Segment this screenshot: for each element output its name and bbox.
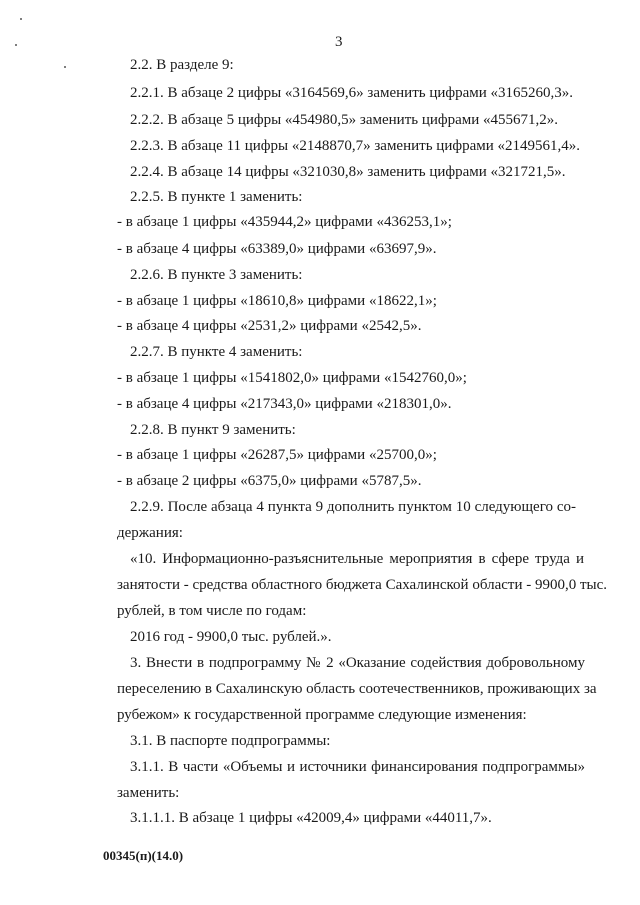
paragraph-line: 2.2.2. В абзаце 5 цифры «454980,5» заменить цифрами «455671,2». <box>130 112 559 128</box>
document-code: 00345(п)(14.0) <box>103 848 184 863</box>
paragraph-line: 3.1. В паспорте подпрограммы: <box>130 733 331 749</box>
paragraph-line: - в абзаце 1 цифры «18610,8» цифрами «18622,1»; <box>117 293 437 309</box>
paragraph-line: - в абзаце 1 цифры «435944,2» цифрами «436253,1»; <box>117 214 452 230</box>
paragraph-line: - в абзаце 1 цифры «26287,5» цифрами «25700,0»; <box>117 447 437 463</box>
paragraph-line: занятости - средства областного бюджета Сахалинской области - 9900,0 тыс. <box>117 577 608 593</box>
paragraph-line: 2.2.7. В пункте 4 заменить: <box>130 344 303 360</box>
paragraph-line: 3.1.1.1. В абзаце 1 цифры «42009,4» цифрами «44011,7». <box>130 810 492 826</box>
paragraph-line: держания: <box>117 525 183 541</box>
paragraph-line: 3.1.1. В части «Объемы и источники финансирования подпрограммы» <box>130 759 585 775</box>
paragraph-line: - в абзаце 4 цифры «63389,0» цифрами «63697,9». <box>117 241 437 257</box>
paragraph-line: 2016 год - 9900,0 тыс. рублей.». <box>130 629 332 645</box>
paragraph-line: 2.2.4. В абзаце 14 цифры «321030,8» заменить цифрами «321721,5». <box>130 164 566 180</box>
paragraph-line: - в абзаце 1 цифры «1541802,0» цифрами «1542760,0»; <box>117 370 467 386</box>
paragraph-line: «10. Информационно-разъяснительные мероприятия в сфере труда и <box>130 551 584 567</box>
paragraph-line: переселению в Сахалинскую область соотечественников, проживающих за <box>117 681 597 697</box>
paragraph-line: 2.2.3. В абзаце 11 цифры «2148870,7» заменить цифрами «2149561,4». <box>130 138 580 154</box>
scan-speck <box>20 18 22 20</box>
page-number: 3 <box>335 34 343 50</box>
paragraph-line: - в абзаце 4 цифры «217343,0» цифрами «218301,0». <box>117 396 452 412</box>
scan-speck <box>64 66 66 68</box>
paragraph-line: - в абзаце 4 цифры «2531,2» цифрами «2542,5». <box>117 318 422 334</box>
paragraph-line: 2.2.6. В пункте 3 заменить: <box>130 267 303 283</box>
paragraph-line: 2.2.9. После абзаца 4 пункта 9 дополнить пунктом 10 следующего со- <box>130 499 576 515</box>
paragraph-line: заменить: <box>117 785 180 801</box>
paragraph-line: 2.2.1. В абзаце 2 цифры «3164569,6» заменить цифрами «3165260,3». <box>130 85 574 101</box>
scan-speck <box>15 44 17 46</box>
paragraph-line: 2.2.8. В пункт 9 заменить: <box>130 422 296 438</box>
paragraph-line: - в абзаце 2 цифры «6375,0» цифрами «5787,5». <box>117 473 422 489</box>
paragraph-line: рубежом» к государственной программе следующие изменения: <box>117 707 527 723</box>
paragraph-line: 2.2.5. В пункте 1 заменить: <box>130 189 303 205</box>
paragraph-line: рублей, в том числе по годам: <box>117 603 307 619</box>
paragraph-line: 2.2. В разделе 9: <box>130 57 234 73</box>
paragraph-line: 3. Внести в подпрограмму № 2 «Оказание содействия добровольному <box>130 655 585 671</box>
